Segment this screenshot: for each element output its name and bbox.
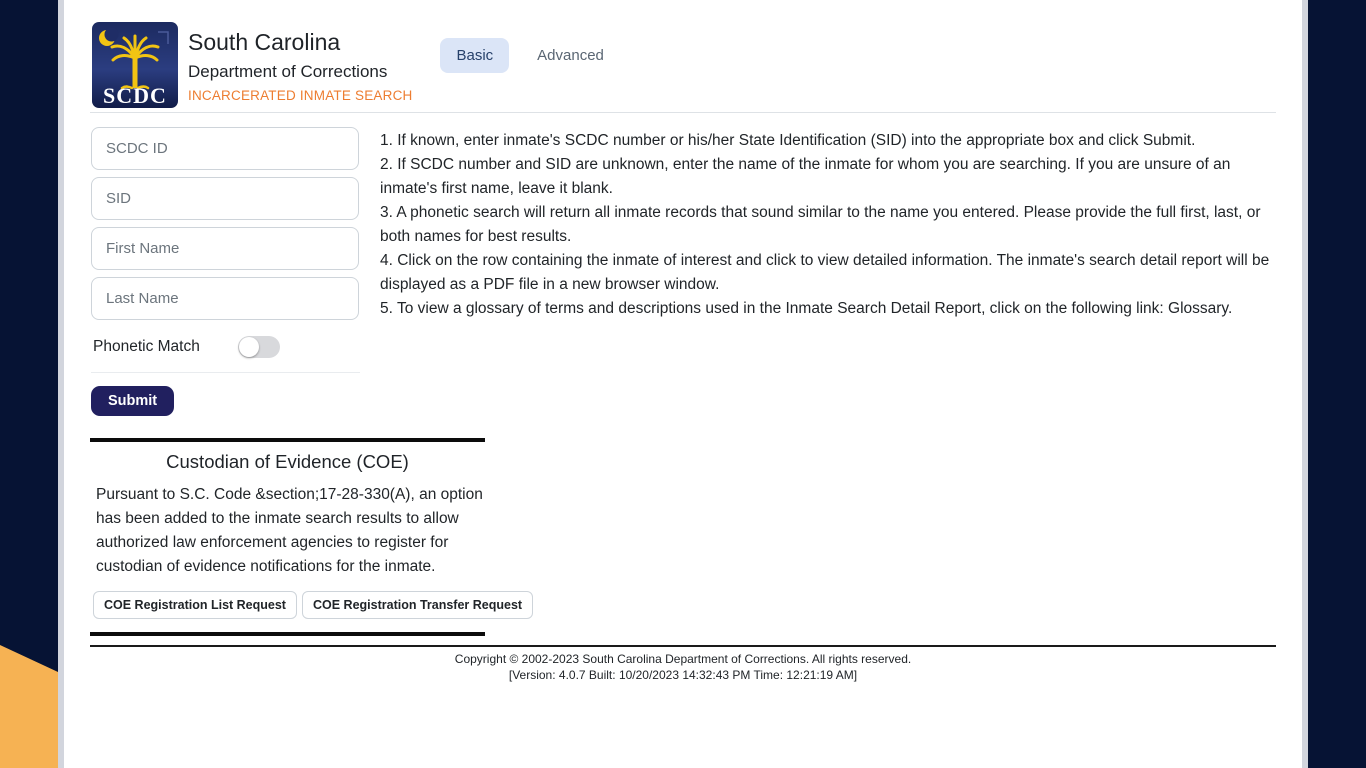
first-name-input[interactable] [91, 227, 359, 270]
instruction-step-2: 2. If SCDC number and SID are unknown, enter the name of the inmate for whom you are searching. If you are unsure of an inmate's first name, leave it blank. [380, 156, 1231, 197]
coe-registration-list-request-button[interactable]: COE Registration List Request [93, 591, 297, 619]
title-block [188, 22, 412, 103]
page-subtitle: Department of Corrections [188, 61, 388, 81]
submit-button[interactable]: Submit [91, 386, 174, 416]
main-row [90, 113, 1276, 416]
instruction-step-5: 5. To view a glossary of terms and descriptions used in the Inmate Search Detail Report, click on the following link: Glossary. [380, 300, 1233, 317]
scdc-id-input[interactable] [91, 127, 359, 170]
coe-registration-transfer-request-button[interactable]: COE Registration Transfer Request [302, 591, 533, 619]
phonetic-match-label: Phonetic Match [93, 338, 200, 355]
search-mode-tabs [440, 38, 619, 73]
header [90, 0, 1276, 113]
footer [90, 645, 1276, 683]
coe-description: Pursuant to S.C. Code &section;17-28-330(A), an option has been added to the inmate search results to allow authorized law enforcement agencies to register for custodian of evidence notifications for the inmate. [96, 486, 483, 575]
instruction-step-4: 4. Click on the row containing the inmate of interest and click to view detailed information. The inmate's search detail report will be displayed as a PDF file in a new browser window. [380, 252, 1270, 293]
scdc-logo [92, 22, 178, 108]
page-tagline: INCARCERATED INMATE SEARCH [188, 87, 413, 103]
version-text: [Version: 4.0.7 Built: 10/20/2023 14:32:43 PM Time: 12:21:19 AM] [508, 668, 858, 682]
inmate-search-form [90, 127, 364, 416]
search-instructions [380, 127, 1276, 416]
instruction-step-1: 1. If known, enter inmate's SCDC number or his/her State Identification (SID) into the appropriate box and click Submit. [380, 132, 1196, 149]
corner-accent-shape [0, 645, 58, 768]
logo-wordmark: SCDC [103, 83, 167, 108]
copyright-text: Copyright © 2002-2023 South Carolina Department of Corrections. All rights reserved. [454, 652, 912, 666]
coe-buttons [93, 591, 523, 619]
phonetic-match-toggle[interactable] [238, 336, 280, 358]
sid-input[interactable] [91, 177, 359, 220]
phonetic-match-row [91, 327, 360, 373]
coe-section [90, 438, 523, 636]
page-content [58, 0, 1308, 768]
page-title: South Carolina [188, 29, 341, 55]
last-name-input[interactable] [91, 277, 359, 320]
toggle-knob-icon [239, 337, 259, 357]
tab-advanced[interactable]: Advanced [537, 47, 604, 64]
instruction-step-3: 3. A phonetic search will return all inmate records that sound similar to the name you entered. Please provide the full first, last, or both names for best results. [380, 204, 1261, 245]
tab-basic[interactable]: Basic [440, 38, 509, 73]
coe-title: Custodian of Evidence (COE) [166, 451, 409, 472]
